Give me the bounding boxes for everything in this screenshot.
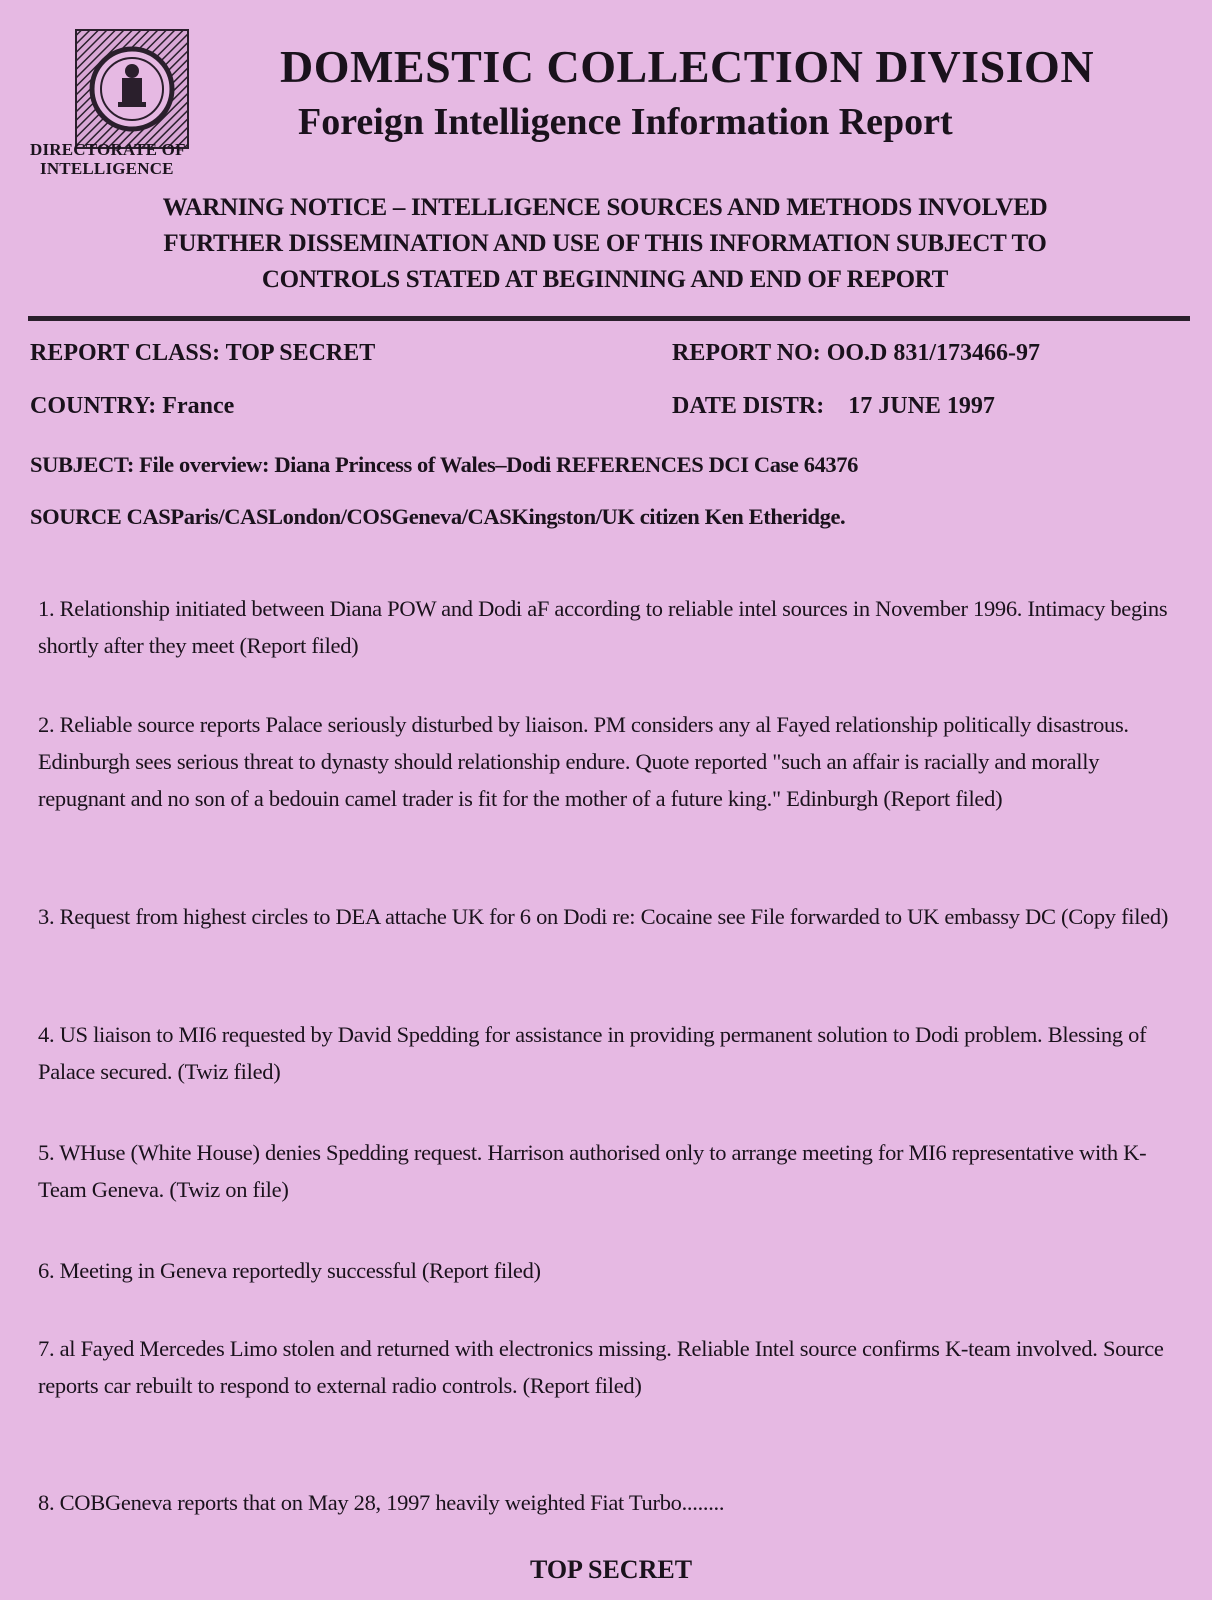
seal-caption — [30, 140, 260, 178]
seal-caption-line-1: DIRECTORATE OF — [30, 140, 186, 159]
warning-notice — [30, 190, 1180, 298]
country: COUNTRY: France — [30, 393, 235, 419]
source-line: SOURCE CASParis/CASLondon/COSGeneva/CASKingston/UK citizen Ken Etheridge. — [30, 504, 846, 529]
report-subtitle: Foreign Intelligence Information Report — [298, 101, 953, 143]
warning-line-2: FURTHER DISSEMINATION AND USE OF THIS INFORMATION SUBJECT TO — [163, 230, 1047, 257]
report-number: REPORT NO: OO.D 831/173466-97 — [672, 340, 1041, 366]
list-item: 5. WHuse (White House) denies Spedding request. Harrison authorised only to arrange meeting for MI6 representative with K-Team Geneva. (Twiz on file) — [38, 1140, 1147, 1202]
list-item: 2. Reliable source reports Palace seriously disturbed by liaison. PM considers any al Fayed relationship politically disastrous. Edinburgh sees serious threat to dynasty should relationship endure. Quote reported "such an affair is racially and morally repugnant and no son of a bedouin camel trader is fit for the mother of a future king." Edinburgh (Report filed) — [38, 712, 1129, 811]
list-item: 3. Request from highest circles to DEA attache UK for 6 on Dodi re: Cocaine see File forwarded to UK embassy DC (Copy filed) — [38, 904, 1169, 929]
warning-line-3: CONTROLS STATED AT BEGINNING AND END OF REPORT — [261, 266, 949, 293]
report-class: REPORT CLASS: TOP SECRET — [30, 340, 376, 366]
date-distributed: DATE DISTR: 17 JUNE 1997 — [672, 393, 995, 419]
list-item: 7. al Fayed Mercedes Limo stolen and returned with electronics missing. Reliable Intel source confirms K-team involved. Source reports car rebuilt to respond to external radio controls. (Report filed) — [38, 1336, 1164, 1398]
list-item: 8. COBGeneva reports that on May 28, 1997 heavily weighted Fiat Turbo........ — [38, 1490, 725, 1515]
list-item: 4. US liaison to MI6 requested by David Spedding for assistance in providing permanent solution to Dodi problem. Blessing of Palace secured. (Twiz filed) — [38, 1022, 1147, 1084]
list-item: 1. Relationship initiated between Diana POW and Dodi aF according to reliable intel sources in November 1996. Intimacy begins shortly after they meet (Report filed) — [38, 596, 1168, 658]
seal-caption-line-2: INTELLIGENCE — [40, 159, 174, 178]
warning-line-1: WARNING NOTICE – INTELLIGENCE SOURCES AND METHODS INVOLVED — [162, 194, 1048, 221]
subject-line: SUBJECT: File overview: Diana Princess of Wales–Dodi REFERENCES DCI Case 64376 — [30, 452, 858, 477]
report-title: DOMESTIC COLLECTION DIVISION — [280, 41, 1095, 92]
header-divider — [28, 316, 1190, 321]
list-item: 6. Meeting in Geneva reportedly successful (Report filed) — [38, 1258, 541, 1283]
directorate-seal-icon — [74, 28, 190, 150]
footer-classification: TOP SECRET — [529, 1555, 693, 1584]
